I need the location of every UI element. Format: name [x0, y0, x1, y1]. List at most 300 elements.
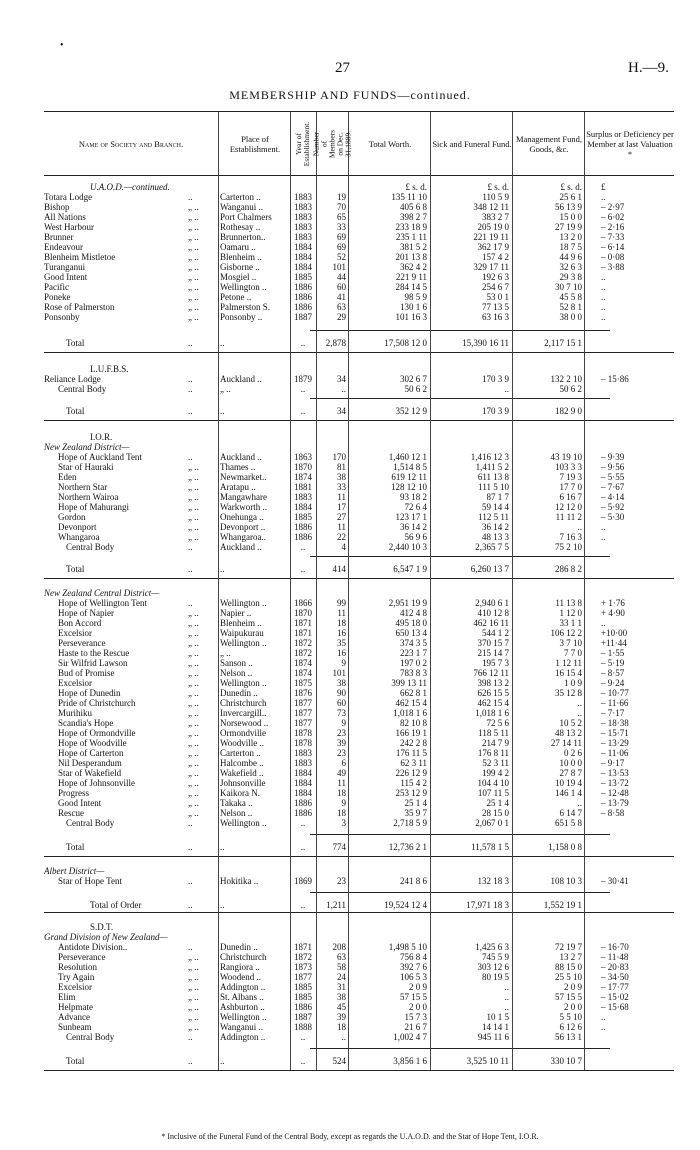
- table-row: [44, 442, 674, 452]
- total-worth-cell: 235 1 11: [395, 232, 427, 242]
- leader-dots: „ ..: [188, 1002, 199, 1012]
- society-name: Hope of Ormondville: [58, 728, 136, 738]
- management-fund-cell: 330 10 7: [550, 1056, 582, 1066]
- management-fund-cell: 15 0 0: [559, 212, 582, 222]
- sick-fund-cell: 11,578 1 5: [471, 842, 509, 852]
- place-cell: Onehunga ..: [220, 512, 264, 522]
- total-worth-cell: 2 0 9: [409, 982, 427, 992]
- management-fund-cell: 7 19 3: [559, 472, 582, 482]
- place-cell: ..: [220, 564, 225, 574]
- table-row: [44, 212, 674, 222]
- total-worth-cell: 3,856 1 6: [393, 1056, 427, 1066]
- year-cell: ..: [300, 406, 306, 416]
- leader-dots: „ ..: [188, 618, 199, 628]
- management-fund-cell: 25 5 10: [555, 972, 582, 982]
- leader-dots: „ ..: [188, 1012, 199, 1022]
- table-row: [44, 708, 674, 718]
- members-cell: 49: [337, 768, 346, 778]
- society-name: Excelsior: [58, 982, 92, 992]
- total-worth-cell: 101 16 3: [395, 312, 427, 322]
- members-cell: 23: [337, 876, 346, 886]
- leader-dots: „ ..: [188, 482, 199, 492]
- surplus-cell: + 1·76: [601, 598, 625, 608]
- total-worth-cell: 72 6 4: [404, 502, 427, 512]
- total-worth-cell: 135 11 10: [391, 192, 427, 202]
- section-rule: [44, 912, 674, 913]
- header-surplus: Surplus or Deficiency per Member at last Valuation *: [586, 129, 674, 159]
- management-fund-cell: 106 12 2: [550, 628, 582, 638]
- society-name: Poneke: [44, 292, 71, 302]
- place-cell: Carterton ..: [220, 748, 261, 758]
- leader-dots: „ ..: [188, 972, 199, 982]
- leader-dots: „ ..: [188, 242, 199, 252]
- place-cell: Auckland ..: [220, 542, 262, 552]
- sick-fund-cell: ..: [504, 982, 509, 992]
- total-worth-cell: 2,718 5 9: [393, 818, 427, 828]
- table-row: [44, 252, 674, 262]
- leader-dots: „ ..: [188, 262, 199, 272]
- year-cell: ..: [300, 818, 306, 828]
- table-row: [44, 808, 674, 818]
- members-cell: 41: [337, 292, 346, 302]
- management-fund-cell: 12 12 0: [555, 502, 582, 512]
- leader-dots: „ ..: [188, 992, 199, 1002]
- table-row: [44, 942, 674, 952]
- total-worth-cell: 19,524 12 4: [384, 900, 427, 910]
- leader-dots: „ ..: [188, 768, 199, 778]
- total-worth-cell: 756 8 4: [400, 952, 427, 962]
- table-row: [44, 462, 674, 472]
- members-cell: 101: [332, 262, 346, 272]
- members-cell: ..: [341, 384, 346, 394]
- leader-dots: ..: [188, 542, 193, 552]
- surplus-cell: ..: [601, 312, 606, 322]
- total-worth-cell: 93 18 2: [400, 492, 427, 502]
- table-row: [44, 982, 674, 992]
- surplus-cell: – 13·72: [601, 778, 629, 788]
- year-cell: 1884: [294, 262, 312, 272]
- year-cell: 1871: [294, 942, 312, 952]
- year-cell: 1884: [294, 242, 312, 252]
- page-number: 27: [335, 60, 350, 76]
- management-fund-cell: 48 13 2: [555, 728, 582, 738]
- place-cell: Warkworth ..: [220, 502, 268, 512]
- table-row: [44, 638, 674, 648]
- year-cell: 1874: [294, 668, 312, 678]
- management-fund-cell: 108 10 3: [550, 876, 582, 886]
- place-cell: „ ..: [220, 648, 231, 658]
- section-rule: [44, 578, 674, 579]
- place-cell: Waipukurau: [220, 628, 264, 638]
- total-worth-cell: 130 1 6: [400, 302, 427, 312]
- sick-fund-cell: 745 5 9: [482, 952, 509, 962]
- surplus-cell: – 5·55: [601, 472, 625, 482]
- members-cell: 11: [337, 608, 346, 618]
- management-fund-cell: 44 9 6: [559, 252, 582, 262]
- management-fund-cell: 3 7 10: [559, 638, 582, 648]
- table-row: [44, 192, 674, 202]
- total-worth-cell: 98 5 9: [404, 292, 427, 302]
- leader-dots: „ ..: [188, 608, 199, 618]
- members-cell: 38: [337, 992, 346, 1002]
- society-name: Excelsior: [58, 678, 92, 688]
- table-row: [44, 962, 674, 972]
- surplus-cell: – 5·92: [601, 502, 625, 512]
- sick-fund-cell: 370 15 7: [477, 638, 509, 648]
- leader-dots: „ ..: [188, 982, 199, 992]
- society-name: Nil Desperandum: [58, 758, 122, 768]
- leader-dots: „ ..: [188, 648, 199, 658]
- management-fund-cell: 182 9 0: [555, 406, 582, 416]
- total-worth-cell: 223 1 7: [400, 648, 427, 658]
- society-name: Haste to the Rescue: [58, 648, 130, 658]
- table-row: [44, 588, 674, 598]
- table-row: [44, 758, 674, 768]
- total-worth-cell: 1,514 8 5: [393, 462, 427, 472]
- place-cell: Wellington ..: [220, 638, 267, 648]
- sick-fund-cell: 72 5 6: [486, 718, 509, 728]
- total-rule: [310, 330, 610, 331]
- total-worth-cell: 106 5 3: [400, 972, 427, 982]
- total-worth-cell: 241 8 6: [400, 876, 427, 886]
- table-row: [44, 718, 674, 728]
- leader-dots: „ ..: [188, 492, 199, 502]
- year-cell: 1885: [294, 992, 312, 1002]
- year-cell: 1883: [294, 492, 312, 502]
- table-row: [44, 842, 674, 852]
- sick-fund-cell: 53 0 1: [486, 292, 509, 302]
- table-row: [44, 432, 674, 442]
- section-rule: [44, 352, 674, 353]
- sick-fund-cell: 1,411 5 2: [475, 462, 509, 472]
- place-cell: Mosgiel ..: [220, 272, 257, 282]
- management-fund-cell: 1 0 9: [564, 678, 582, 688]
- total-worth-cell: 1,018 1 6: [393, 708, 427, 718]
- members-cell: 208: [332, 942, 346, 952]
- members-cell: 6: [341, 758, 346, 768]
- sick-fund-cell: 766 12 11: [473, 668, 509, 678]
- society-name: Perseverance: [58, 638, 106, 648]
- members-cell: 18: [337, 808, 346, 818]
- year-cell: 1863: [294, 452, 312, 462]
- surplus-cell: ..: [601, 1022, 606, 1032]
- leader-dots: „ ..: [188, 718, 199, 728]
- management-fund-cell: 27 14 11: [550, 738, 582, 748]
- total-worth-cell: 405 6 8: [400, 202, 427, 212]
- members-cell: 23: [337, 748, 346, 758]
- place-cell: Auckland ..: [220, 374, 262, 384]
- leader-dots: „ ..: [188, 292, 199, 302]
- society-name: Total: [66, 406, 85, 416]
- management-fund-cell: 88 15 0: [555, 962, 582, 972]
- table-row: [44, 282, 674, 292]
- members-cell: 524: [332, 1056, 346, 1066]
- total-worth-cell: 1,460 12 1: [388, 452, 427, 462]
- leader-dots: „ ..: [188, 232, 199, 242]
- management-fund-cell: 2 0 9: [564, 982, 582, 992]
- members-cell: 58: [337, 962, 346, 972]
- leader-dots: ..: [188, 1032, 193, 1042]
- society-name: Rescue: [58, 808, 84, 818]
- surplus-cell: ..: [601, 292, 606, 302]
- place-cell: Rothesay ..: [220, 222, 261, 232]
- management-fund-cell: 6 12 6: [559, 1022, 582, 1032]
- members-cell: 63: [337, 952, 346, 962]
- society-name: Total: [66, 842, 85, 852]
- surplus-cell: – 11·06: [601, 748, 629, 758]
- members-cell: 11: [337, 492, 346, 502]
- society-name: U.A.O.D.—continued.: [90, 182, 170, 192]
- year-cell: 1883: [294, 202, 312, 212]
- surplus-cell: – 15·68: [601, 1002, 629, 1012]
- place-cell: Wellington ..: [220, 818, 267, 828]
- sick-fund-cell: 170 3 9: [482, 406, 509, 416]
- year-cell: 1883: [294, 192, 312, 202]
- leader-dots: „ ..: [188, 212, 199, 222]
- society-name: Total of Order: [90, 900, 142, 910]
- surplus-cell: – 7·67: [601, 482, 625, 492]
- society-name: Central Body: [66, 542, 115, 552]
- year-cell: 1887: [294, 1012, 312, 1022]
- year-cell: 1881: [294, 482, 312, 492]
- year-cell: 1870: [294, 462, 312, 472]
- leader-dots: ..: [188, 192, 193, 202]
- place-cell: Newmarket..: [220, 472, 267, 482]
- year-cell: 1885: [294, 272, 312, 282]
- leader-dots: „ ..: [188, 512, 199, 522]
- society-name: Perseverance: [58, 952, 106, 962]
- leader-dots: „ ..: [188, 952, 199, 962]
- society-name: Totara Lodge: [44, 192, 93, 202]
- sick-fund-cell: 25 1 4: [486, 798, 509, 808]
- leader-dots: „ ..: [188, 282, 199, 292]
- society-name: I.O.R.: [90, 432, 113, 442]
- surplus-cell: – 8·58: [601, 808, 625, 818]
- total-worth-cell: 650 13 4: [395, 628, 427, 638]
- total-rule: [310, 892, 610, 893]
- leader-dots: „ ..: [188, 472, 199, 482]
- members-cell: 23: [337, 728, 346, 738]
- total-worth-cell: £ s. d.: [405, 182, 427, 192]
- members-cell: 45: [337, 1002, 346, 1012]
- total-worth-cell: 56 9 6: [404, 532, 427, 542]
- sick-fund-cell: 303 12 6: [477, 962, 509, 972]
- table-row: [44, 384, 674, 394]
- members-cell: 27: [337, 512, 346, 522]
- members-cell: 9: [341, 718, 346, 728]
- year-cell: 1888: [294, 1022, 312, 1032]
- total-worth-cell: 374 3 5: [400, 638, 427, 648]
- leader-dots: ..: [188, 1056, 193, 1066]
- surplus-cell: – 13·29: [601, 738, 629, 748]
- table-row: [44, 952, 674, 962]
- leader-dots: „ ..: [188, 272, 199, 282]
- leader-dots: „ ..: [188, 728, 199, 738]
- society-name: Star of Hauraki: [58, 462, 114, 472]
- society-name: Pacific: [44, 282, 69, 292]
- management-fund-cell: 29 3 8: [559, 272, 582, 282]
- management-fund-cell: 10 0 0: [559, 758, 582, 768]
- surplus-cell: – 4·14: [601, 492, 625, 502]
- leader-dots: „ ..: [188, 962, 199, 972]
- total-worth-cell: 362 4 2: [400, 262, 427, 272]
- management-fund-cell: 1 12 0: [559, 608, 582, 618]
- year-cell: 1874: [294, 472, 312, 482]
- table-row: [44, 492, 674, 502]
- place-cell: Wakefield ..: [220, 768, 264, 778]
- surplus-cell: – 11·48: [601, 952, 629, 962]
- place-cell: Christchurch: [220, 698, 267, 708]
- table-row: [44, 608, 674, 618]
- table-row: [44, 618, 674, 628]
- year-cell: 1884: [294, 778, 312, 788]
- management-fund-cell: 5 5 10: [559, 1012, 582, 1022]
- society-name: All Nations: [44, 212, 86, 222]
- total-worth-cell: 233 18 9: [395, 222, 427, 232]
- surplus-cell: ..: [601, 192, 606, 202]
- members-cell: 34: [337, 374, 346, 384]
- table-row: [44, 452, 674, 462]
- total-worth-cell: 2 0 0: [409, 1002, 427, 1012]
- society-name: Gordon: [58, 512, 86, 522]
- leader-dots: „ ..: [188, 302, 199, 312]
- management-fund-cell: 10 19 4: [555, 778, 582, 788]
- year-cell: 1870: [294, 608, 312, 618]
- year-cell: 1876: [294, 688, 312, 698]
- page-dot: •: [60, 40, 64, 51]
- society-name: Advance: [58, 1012, 90, 1022]
- table-row: [44, 532, 674, 542]
- surplus-cell: – 9·17: [601, 758, 625, 768]
- surplus-cell: – 18·38: [601, 718, 629, 728]
- total-worth-cell: 619 12 11: [391, 472, 427, 482]
- sick-fund-cell: 112 5 11: [478, 512, 509, 522]
- place-cell: Wellington ..: [220, 678, 267, 688]
- table-row: [44, 312, 674, 322]
- total-worth-cell: 412 4 8: [400, 608, 427, 618]
- place-cell: Nelson ..: [220, 808, 253, 818]
- society-name: Pride of Christchurch: [58, 698, 136, 708]
- surplus-cell: – 13·79: [601, 798, 629, 808]
- year-cell: 1872: [294, 952, 312, 962]
- year-cell: 1866: [294, 598, 312, 608]
- year-cell: 1873: [294, 962, 312, 972]
- management-fund-cell: 27 8 7: [559, 768, 582, 778]
- management-fund-cell: 75 2 10: [555, 542, 582, 552]
- surplus-cell: + 4·90: [601, 608, 625, 618]
- total-rule: [310, 834, 610, 835]
- sick-fund-cell: 205 19 0: [477, 222, 509, 232]
- surplus-cell: – 1·55: [601, 648, 625, 658]
- surplus-cell: – 7·33: [601, 232, 625, 242]
- sick-fund-cell: 611 13 8: [477, 472, 509, 482]
- members-cell: 11: [337, 778, 346, 788]
- table-row: [44, 242, 674, 252]
- year-cell: 1883: [294, 222, 312, 232]
- members-cell: 2,878: [325, 338, 346, 348]
- table-row: [44, 564, 674, 574]
- leader-dots: ..: [188, 876, 193, 886]
- sick-fund-cell: 28 15 0: [482, 808, 509, 818]
- surplus-cell: – 11·66: [601, 698, 629, 708]
- place-cell: Mangawhare: [220, 492, 267, 502]
- surplus-cell: – 8·57: [601, 668, 625, 678]
- table-row: [44, 628, 674, 638]
- total-worth-cell: 302 6 7: [400, 374, 427, 384]
- society-name: Reliance Lodge: [44, 374, 101, 384]
- table-row: [44, 374, 674, 384]
- table-row: [44, 262, 674, 272]
- place-cell: Whangaroa..: [220, 532, 266, 542]
- year-cell: 1874: [294, 658, 312, 668]
- sick-fund-cell: 10 1 5: [486, 1012, 509, 1022]
- society-name: S.D.T.: [90, 922, 114, 932]
- surplus-cell: – 9·39: [601, 452, 625, 462]
- year-cell: 1878: [294, 738, 312, 748]
- leader-dots: ..: [188, 942, 193, 952]
- total-worth-cell: 783 8 3: [400, 668, 427, 678]
- total-worth-cell: 166 19 1: [395, 728, 427, 738]
- year-cell: 1884: [294, 788, 312, 798]
- society-name: Hope of Johnsonville: [58, 778, 135, 788]
- sick-fund-cell: 410 12 8: [477, 608, 509, 618]
- members-cell: 63: [337, 302, 346, 312]
- members-cell: 9: [341, 798, 346, 808]
- sick-fund-cell: 383 2 7: [482, 212, 509, 222]
- table-row: [44, 1022, 674, 1032]
- members-cell: 60: [337, 282, 346, 292]
- leader-dots: „ ..: [188, 638, 199, 648]
- sick-fund-cell: 52 3 11: [482, 758, 509, 768]
- total-worth-cell: 398 2 7: [400, 212, 427, 222]
- place-cell: Wanganui ..: [220, 202, 264, 212]
- total-worth-cell: 36 14 2: [400, 522, 427, 532]
- table-row: [44, 688, 674, 698]
- year-cell: 1879: [294, 374, 312, 384]
- year-cell: 1883: [294, 748, 312, 758]
- management-fund-cell: 52 8 1: [559, 302, 582, 312]
- leader-dots: ..: [188, 338, 193, 348]
- place-cell: Sanson ..: [220, 658, 253, 668]
- leader-dots: ..: [188, 598, 193, 608]
- surplus-cell: ..: [601, 302, 606, 312]
- table-title: MEMBERSHIP AND FUNDS—continued.: [229, 88, 471, 102]
- members-cell: 414: [332, 564, 346, 574]
- table-row: [44, 658, 674, 668]
- year-cell: ..: [300, 384, 306, 394]
- leader-dots: ..: [188, 406, 193, 416]
- table-row: [44, 668, 674, 678]
- leader-dots: „ ..: [188, 628, 199, 638]
- table-row: [44, 232, 674, 242]
- total-worth-cell: 35 9 7: [404, 808, 427, 818]
- sick-fund-cell: 17,971 18 3: [466, 900, 509, 910]
- management-fund-cell: 1,552 19 1: [543, 900, 582, 910]
- sick-fund-cell: 462 16 11: [473, 618, 509, 628]
- table-row: [44, 972, 674, 982]
- place-cell: Woodville ..: [220, 738, 265, 748]
- management-fund-cell: ..: [577, 698, 582, 708]
- year-cell: ..: [300, 900, 306, 910]
- surplus-cell: – 30·41: [601, 876, 629, 886]
- place-cell: Ponsonby ..: [220, 312, 263, 322]
- leader-dots: „ ..: [188, 798, 199, 808]
- sick-fund-cell: ..: [504, 992, 509, 1002]
- table-row: [44, 922, 674, 932]
- place-cell: Wellington ..: [220, 282, 267, 292]
- table-row: [44, 292, 674, 302]
- place-cell: Addington ..: [220, 982, 266, 992]
